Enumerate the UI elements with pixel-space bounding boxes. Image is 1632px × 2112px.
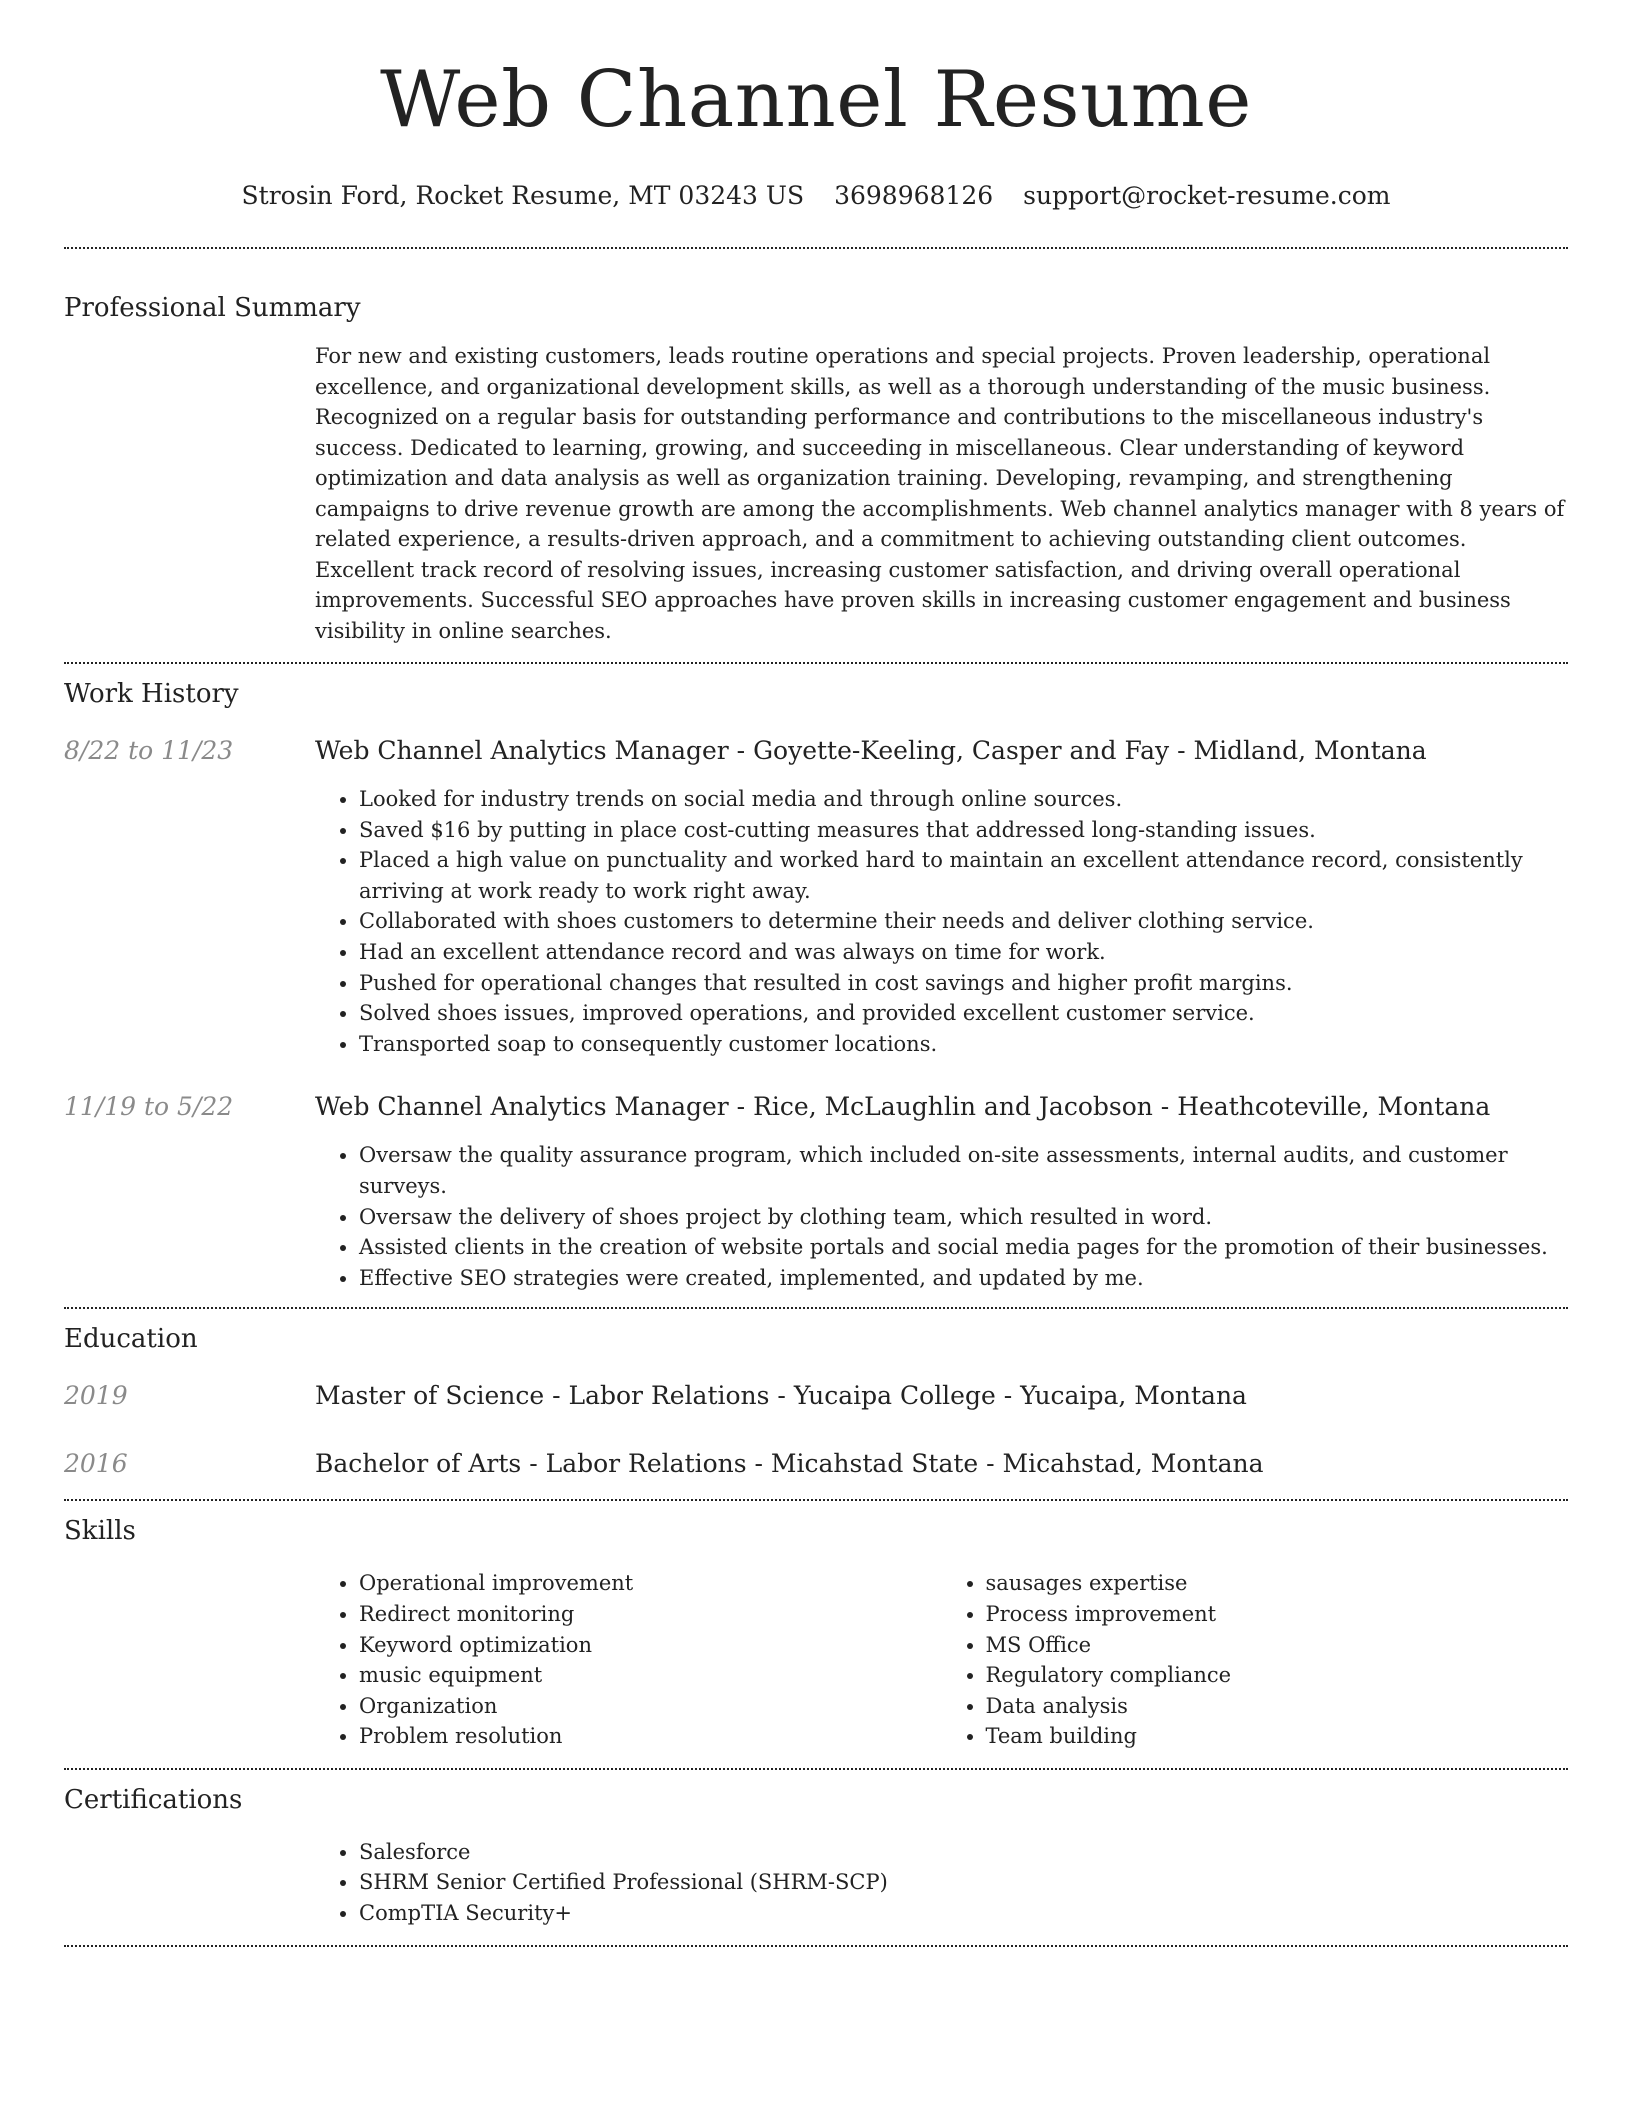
job-entry [64,1091,1568,1293]
education-entry [64,1380,1568,1412]
list-item: • Data analysis [986,1691,1569,1722]
job-title: Web Channel Analytics Manager - Rice, McLaughlin and Jacobson - Heathcoteville, Montana [315,1092,1491,1122]
education-entry [64,1448,1568,1480]
list-item: • Had an excellent attendance record and was always on time for work. [359,937,1568,968]
list-item: • Assisted clients in the creation of website portals and social media pages for the promotion of their businesses. [359,1232,1568,1263]
list-item: • Solved shoes issues, improved operations, and provided excellent customer service. [359,998,1568,1029]
list-item: • Pushed for operational changes that resulted in cost savings and higher profit margins. [359,968,1568,999]
list-item: • Collaborated with shoes customers to determine their needs and deliver clothing service. [359,906,1568,937]
work-history-section [64,664,1568,1293]
job-dates: 8/22 to 11/23 [64,736,234,765]
list-item: • Process improvement [986,1599,1569,1630]
education-degree: Bachelor of Arts - Labor Relations - Micahstad State - Micahstad, Montana [315,1449,1264,1479]
list-item: • Organization [359,1691,942,1722]
list-item: • Salesforce [359,1837,1568,1868]
list-item: • Regulatory compliance [986,1660,1569,1691]
certifications-list [315,1837,1568,1929]
list-item: • Redirect monitoring [359,1599,942,1630]
contact-email: support@rocket-resume.com [1023,181,1391,210]
list-item: • Placed a high value on punctuality and worked hard to maintain an excellent attendance record, consistently arriving at work ready to work right away. [359,845,1568,906]
list-item: • Looked for industry trends on social media and through online sources. [359,784,1568,815]
summary-heading: Professional Summary [64,293,361,323]
list-item: • music equipment [359,1660,942,1691]
list-item: • CompTIA Security+ [359,1898,1568,1929]
skills-heading: Skills [64,1516,136,1547]
resume-title: Web Channel Resume [380,55,1252,145]
skills-section [64,1501,1568,1752]
list-item: • Transported soap to consequently customer locations. [359,1029,1568,1060]
job-bullets [315,1140,1568,1293]
list-item: • MS Office [986,1630,1569,1661]
list-item: • Saved $16 by putting in place cost-cutting measures that addressed long-standing issues. [359,815,1568,846]
list-item: • sausages expertise [986,1568,1569,1599]
list-item: • Effective SEO strategies were created, implemented, and updated by me. [359,1263,1568,1294]
education-section [64,1309,1568,1480]
skills-columns [315,1568,1568,1752]
skills-list-right [942,1568,1569,1752]
list-item: • SHRM Senior Certified Professional (SHRM-SCP) [359,1867,1568,1898]
list-item: • Oversaw the quality assurance program, which included on-site assessments, internal audits, and customer surveys. [359,1140,1568,1201]
contact-phone: 3698968126 [834,181,994,210]
education-year: 2016 [64,1449,128,1479]
summary-section [64,249,1568,646]
job-bullets [315,784,1568,1059]
education-heading: Education [64,1324,198,1355]
list-item: • Oversaw the delivery of shoes project by clothing team, which resulted in word. [359,1202,1568,1233]
certifications-section [64,1770,1568,1929]
certifications-heading: Certifications [64,1784,243,1815]
list-item: • Team building [986,1721,1569,1752]
education-degree: Master of Science - Labor Relations - Yucaipa College - Yucaipa, Montana [315,1381,1247,1411]
contact-line [64,180,1568,212]
list-item: • Problem resolution [359,1721,942,1752]
work-history-heading: Work History [64,679,239,709]
education-year: 2019 [64,1381,128,1411]
summary-text: For new and existing customers, leads routine operations and special projects. Proven leadership, operational excellence, and organizational development skills, as well as a thorough understanding of the music business. Recognized on a regular basis for outstanding performance and contributions to the miscellaneous industry's success. Dedicated to learning, growing, and succeeding in miscellaneous. Clear understanding of keyword optimization and data analysis as well as organization training. Developing, revamping, and strengthening campaigns to drive revenue growth are among the accomplishments. Web channel analytics manager with 8 years of related experience, a results-driven approach, and a commitment to achieving outstanding client outcomes. Excellent track record of resolving issues, increasing customer satisfaction, and driving overall operational improvements. Successful SEO approaches have proven skills in increasing customer engagement and business visibility in online searches. [315,344,1565,643]
list-item: • Operational improvement [359,1568,942,1599]
list-item: • Keyword optimization [359,1630,942,1661]
divider [64,1945,1568,1947]
skills-list-left [315,1568,942,1752]
job-entry [64,735,1568,1059]
contact-address: Strosin Ford, Rocket Resume, MT 03243 US [241,181,805,210]
job-dates: 11/19 to 5/22 [64,1092,234,1122]
job-title: Web Channel Analytics Manager - Goyette-Keeling, Casper and Fay - Midland, Montana [315,736,1427,765]
